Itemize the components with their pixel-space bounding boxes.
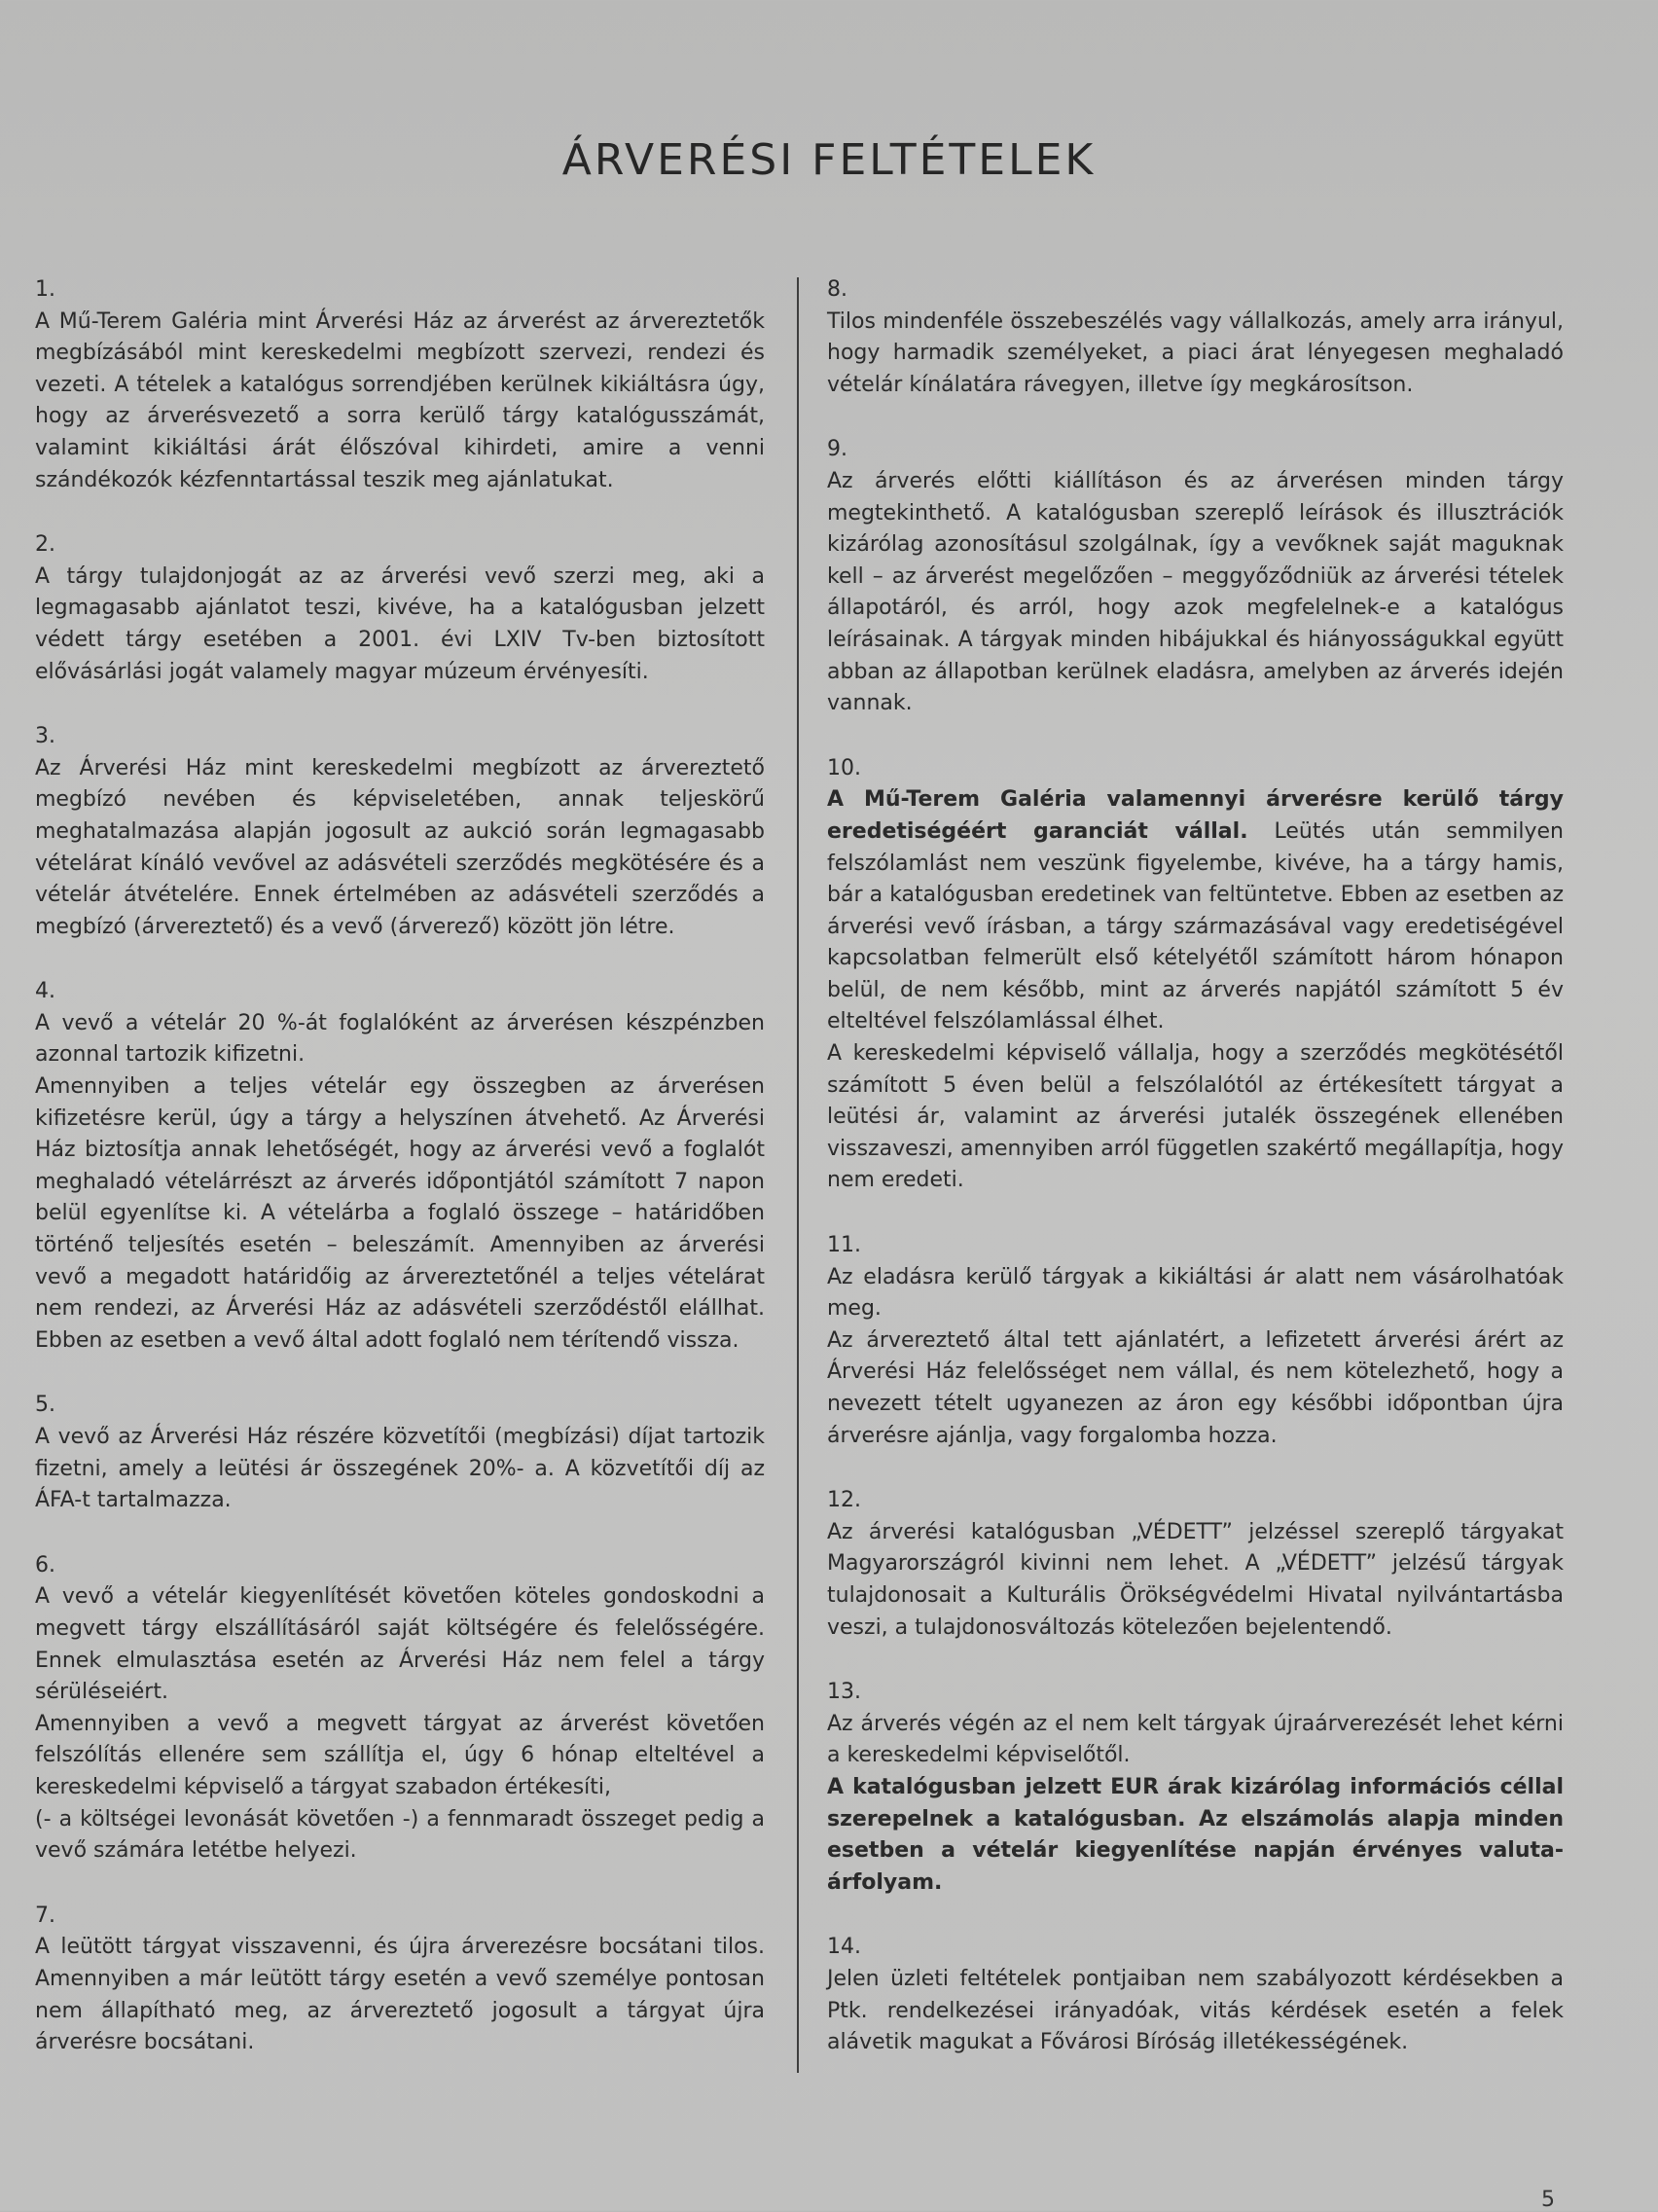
terms-section [827,434,1564,719]
section-number: 9. [827,437,847,462]
section-number: 2. [35,532,55,558]
section-number: 7. [35,1903,55,1928]
paragraph-text: Tilos mindenféle összebeszélés vagy vállalkozás, amely arra irányul, hogy harmadik személyeket, a piaci árat lényegesen meghaladó vételár kínálatára rávegyen, illetve így megkárosítson. [827,308,1564,397]
terms-section [35,1901,765,2059]
column-divider [797,277,799,2073]
paragraph-text: A kereskedelmi képviselő vállalja, hogy a szerződés megkötésétől számított 5 éven belül a felszólalótól az értékesített tárgyat a leütési ár, valamint az árverési jutalék összegének ellenében visszaveszi, amennyiben arról független szakértő megállapítja, hogy nem eredeti. [827,1041,1564,1193]
left-column [35,274,765,2092]
paragraph-text: Az árverési katalógusban „VÉDETT” jelzéssel szereplő tárgyakat Magyarországról kivinni nem lehet. A „VÉDETT” jelzésű tárgyak tulajdonosait a Kulturális Örökségvédelmi Hivatal nyilvántartásba veszi, a tulajdonosváltozás kötelezően bejelentendő. [827,1519,1564,1640]
section-number: 10. [827,755,861,780]
section-paragraph [827,1038,1564,1197]
bold-text: A Mű-Terem Galéria valamennyi árverésre kerülő tárgy eredetiségéért garanciát vállal. [827,787,1564,844]
section-number: 6. [35,1552,55,1577]
bold-text: A katalógusban jelzett EUR árak kizárólag információs céllal szerepelnek a katalógusban. Az elszámolás alapja minden esetben a vételár kiegyenlítése napján érvényes valuta-árfolyam. [827,1774,1564,1895]
terms-section [35,274,765,496]
paragraph-text: A tárgy tulajdonjogát az az árverési vevő szerzi meg, aki a legmagasabb ajánlatot teszi, kivéve, ha a katalógusban jelzett védett tárgy esetében a 2001. évi LXIV Tv-ben biztosított elővásárlási jogát valamely magyar múzeum érvényesíti. [35,563,765,684]
paragraph-text: A vevő a vételár kiegyenlítését követően köteles gondoskodni a megvett tárgy elszállításáról saját költségére és felelősségére. Ennek elmulasztása esetén az Árverési Ház nem felel a tárgy sérüléseiért. [35,1584,765,1705]
right-column [827,274,1564,2092]
section-paragraph [827,1964,1564,2059]
section-paragraph [827,1262,1564,1325]
paragraph-text: Az árverés végén az el nem kelt tárgyak újraárverezését lehet kérni a kereskedelmi képviselőtől. [827,1711,1564,1768]
section-paragraph [35,1932,765,2058]
paragraph-text: A vevő az Árverési Ház részére közvetítői (megbízási) díjat tartozik fizetni, amely a leütési ár összegének 20%- a. A közvetítői díj az ÁFA-t tartalmazza. [35,1425,765,1513]
terms-section [827,1485,1564,1644]
section-paragraph [827,1517,1564,1644]
terms-section [827,1932,1564,2058]
section-paragraph [35,562,765,688]
section-paragraph [35,753,765,944]
terms-section [827,1230,1564,1452]
section-number: 4. [35,979,55,1004]
section-number: 3. [35,724,55,749]
paragraph-text: A Mű-Terem Galéria mint Árverési Ház az árverést az árvereztetők megbízásából mint kereskedelmi megbízott szervezi, rendezi és vezeti. A tételek a katalógus sorrendjében kerülnek kikiáltásra úgy, hogy az árverésvezető a sorra kerülő tárgy katalógusszámát, valamint kikiáltási árát élőszóval kihirdeti, amire a venni szándékozók kézfenntartással teszik meg ajánlatukat. [35,308,765,492]
section-number: 11. [827,1233,861,1258]
paragraph-text: Az árvereztető által tett ajánlatért, a lefizetett árverési árért az Árverési Ház felelősséget nem vállal, és nem kötelezhető, hogy a nevezett tételt ugyanezen az áron egy későbbi időpontban újra árverésre ajánlja, vagy forgalomba hozza. [827,1327,1564,1448]
section-paragraph [35,307,765,497]
section-paragraph [827,1709,1564,1772]
paragraph-text: A vevő a vételár 20 %-át foglalóként az árverésen készpénzben azonnal tartozik kifizetni. [35,1010,765,1068]
section-number: 1. [35,277,55,302]
section-number: 13. [827,1680,861,1705]
section-number: 14. [827,1935,861,1960]
paragraph-text: Az Árverési Ház mint kereskedelmi megbízott az árvereztető megbízó nevében és képviseletében, annak teljeskörű meghatalmazása alapján jogosult az aukció során legmagasabb vételárat kínáló vevővel az adásvételi szerződés megkötésére és a vételár átvételére. Ennek értelmében az adásvételi szerződés a megbízó (árvereztető) és a vevő (árverező) között jön létre. [35,755,765,939]
section-paragraph [35,1804,765,1868]
section-number: 12. [827,1488,861,1513]
section-paragraph [827,466,1564,720]
paragraph-text: A leütött tárgyat visszavenni, és újra árverezésre bocsátani tilos. Amennyiben a már leütött tárgy esetén a vevő személye pontosan nem állapítható meg, az árvereztető jogosult a tárgyat újra árverésre bocsátani. [35,1935,765,2055]
paragraph-text: Leütés után semmilyen felszólamlást nem veszünk figyelembe, kivéve, ha a tárgy hamis, bár a katalógusban eredetinek van feltüntetve. Ebben az esetben az árverési vevő írásban, a tárgy származásával vagy eredetiségével kapcsolatban felmerült első kételyétől számított három hónapon belül, de nem később, mint az árverés napjától számított 5 év elteltével felszólamlással élhet. [827,818,1564,1034]
paragraph-text: Jelen üzleti feltételek pontjaiban nem szabályozott kérdésekben a Ptk. rendelkezései irányadóak, vitás kérdések esetén a felek alávetik magukat a Fővárosi Bíróság illetékességének. [827,1966,1564,2055]
terms-section [827,1677,1564,1899]
paragraph-text: Az eladásra kerülő tárgyak a kikiáltási ár alatt nem vásárolhatóak meg. [827,1264,1564,1322]
section-number: 5. [35,1393,55,1418]
page-title: ÁRVERÉSI FELTÉTELEK [561,135,1097,186]
terms-section [35,529,765,688]
paragraph-text: Amennyiben a teljes vételár egy összegben az árverésen kifizetésre kerül, úgy a tárgy a helyszínen átvehető. Az Árverési Ház biztosítja annak lehetőségét, hogy az árverési vevő a foglalót meghaladó vételárrészt az árverés időpontjától számított 7 napon belül egyenlítse ki. A vételárba a foglaló összege – határidőben történő teljesítés esetén – beleszámít. Amennyiben az árverési vevő a megadott határidőig az árvereztetőnél a teljes vételárat nem rendezi, az Árverési Ház az adásvételi szerződéstől elállhat. Ebben az esetben a vevő által adott foglaló nem térítendő vissza. [35,1074,765,1353]
section-paragraph [35,1581,765,1708]
terms-section [827,753,1564,1197]
paragraph-text: (- a költségei levonását követően -) a fennmaradt összeget pedig a vevő számára letétbe helyezi. [35,1806,765,1864]
paragraph-text: Amennyiben a vevő a megvett tárgyat az árverést követően felszólítás ellenére sem szállítja el, úgy 6 hónap elteltével a kereskedelmi képviselő a tárgyat szabadon értékesíti, [35,1711,765,1799]
terms-section [35,976,765,1357]
section-paragraph [827,1772,1564,1899]
page-number: 5 [1541,2188,1555,2212]
section-paragraph [35,1008,765,1071]
paragraph-text: Az árverés előtti kiállításon és az árverésen minden tárgy megtekinthető. A katalógusban szereplő leírások és illusztrációk kizárólag azonosításul szolgálnak, így a vevőknek saját maguknak kell – az árverést megelőzően – meggyőződniük az árverési tételek állapotáról, és arról, hogy azok megfelelnek-e a katalógus leírásainak. A tárgyak minden hibájukkal és hiányosságukkal együtt abban az állapotban kerülnek eladásra, amelyben az árverés idején vannak. [827,468,1564,716]
section-paragraph [827,784,1564,1038]
terms-section [35,721,765,943]
terms-section [35,1390,765,1516]
section-number: 8. [827,277,847,302]
terms-section [35,1550,765,1868]
section-paragraph [827,307,1564,402]
terms-section [827,274,1564,401]
section-paragraph [827,1325,1564,1452]
section-paragraph [35,1422,765,1517]
section-paragraph [35,1709,765,1804]
section-paragraph [35,1071,765,1357]
